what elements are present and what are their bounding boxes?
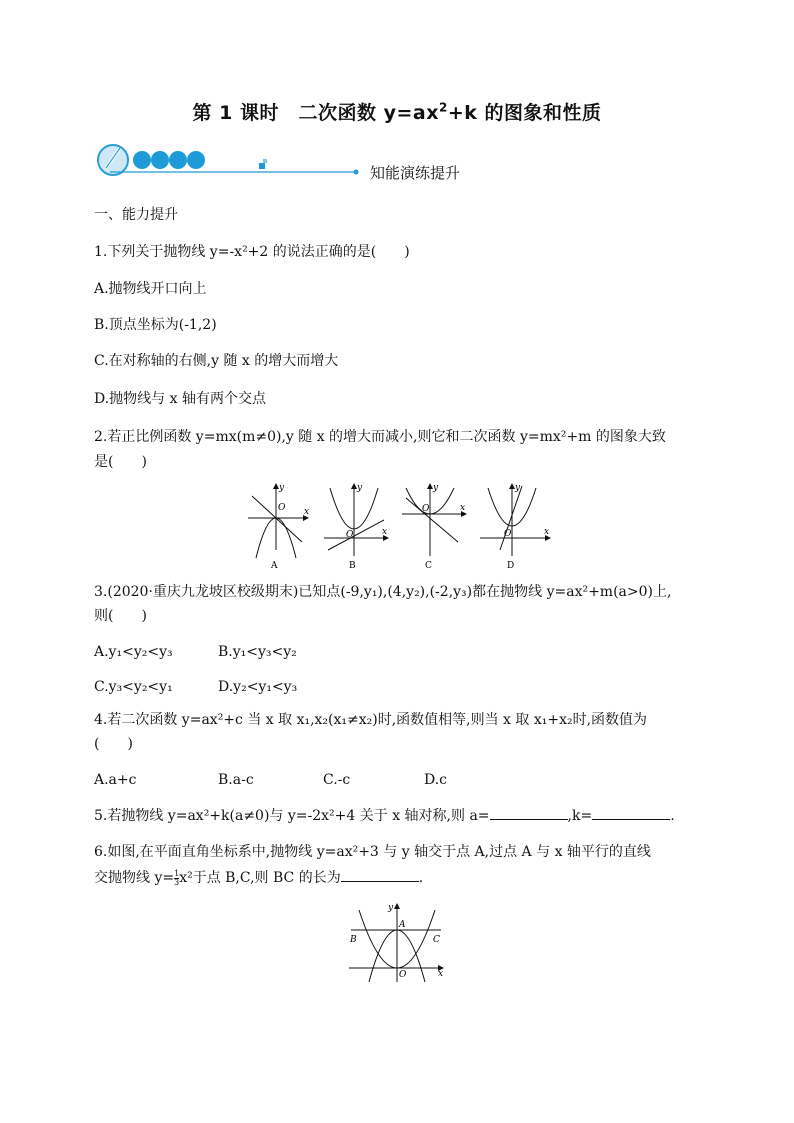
q1-option-c: C.在对称轴的右侧,y 随 x 的增大而增大 <box>94 353 339 369</box>
graph-a-origin-label: O <box>278 503 286 513</box>
graph-b-y-label: y <box>357 483 363 493</box>
q6-stem-part2: x²于点 B,C,则 BC 的长为 <box>179 870 341 886</box>
q4-option-c: C.-c <box>323 772 351 788</box>
q6-point-b-label: B <box>350 935 357 945</box>
q1-option-d: D.抛物线与 x 轴有两个交点 <box>94 391 266 407</box>
graph-a-label: A <box>271 561 278 571</box>
banner-label: 知能演练提升 <box>370 164 461 182</box>
graph-d-label: D <box>507 561 515 571</box>
q4-stem-line2: ( ) <box>94 736 133 752</box>
q3-option-b: B.y₁<y₃<y₂ <box>218 644 297 660</box>
q5-blank-a[interactable] <box>490 807 568 820</box>
graph-a-x-label: x <box>304 507 310 517</box>
q4-stem-line1: 4.若二次函数 y=ax²+c 当 x 取 x₁,x₂(x₁≠x₂)时,函数值相等,则当 x 取 x₁+x₂时,函数值为 <box>94 712 648 728</box>
q3-option-d: D.y₂<y₁<y₃ <box>218 679 298 695</box>
graph-d-y-label: y <box>515 483 521 493</box>
q4-option-d: D.c <box>424 772 448 788</box>
banner-dot <box>169 151 187 169</box>
q6-stem-line1: 6.如图,在平面直角坐标系中,抛物线 y=ax²+3 与 y 轴交于点 A,过点 A 与 x 轴平行的直线 <box>94 844 651 860</box>
graph-c-origin-label: O <box>422 504 430 514</box>
banner-dot <box>187 151 205 169</box>
q6-fraction-denominator: 3 <box>174 877 180 887</box>
q6-stem-end: . <box>418 870 424 886</box>
page-title <box>0 98 794 125</box>
q6-figure <box>345 900 450 985</box>
title-sup: 2 <box>438 100 448 115</box>
graph-c <box>402 483 466 571</box>
q6-stem-line2 <box>94 868 423 888</box>
q6-origin-label: O <box>399 970 407 980</box>
section-heading: 一、能力提升 <box>94 207 178 223</box>
graph-b-origin-label: O <box>346 530 354 540</box>
q2-stem-line2: 是( ) <box>94 454 147 470</box>
q2-stem-line1: 2.若正比例函数 y=mx(m≠0),y 随 x 的增大而减小,则它和二次函数 y=mx²+m 的图象大致 <box>94 429 666 445</box>
graph-d-origin-label: O <box>504 529 512 539</box>
q5-line <box>94 806 675 826</box>
graph-c-y-label: y <box>433 483 439 493</box>
q6-blank-bc[interactable] <box>341 869 419 882</box>
q5-mid: ,k= <box>567 808 593 824</box>
q5-blank-k[interactable] <box>592 807 670 820</box>
graph-a <box>248 483 309 571</box>
q1-option-b: B.顶点坐标为(-1,2) <box>94 317 217 333</box>
graph-a-y-label: y <box>279 483 285 493</box>
q4-option-b: B.a-c <box>218 772 254 788</box>
q3-option-c: C.y₃<y₂<y₁ <box>94 679 173 695</box>
q6-point-c-label: C <box>433 935 440 945</box>
q3-option-a: A.y₁<y₂<y₃ <box>94 644 173 660</box>
q5-stem: 5.若抛物线 y=ax²+k(a≠0)与 y=-2x²+4 关于 x 轴对称,则 a= <box>94 808 490 824</box>
graph-b-x-label: x <box>382 527 388 537</box>
q6-x-label: x <box>438 969 444 979</box>
title-prefix: 第 1 课时 二次函数 y=ax <box>192 102 439 124</box>
graph-c-label: C <box>425 561 432 571</box>
q6-stem-part1: 交抛物线 y= <box>94 870 175 886</box>
q1-stem: 1.下列关于抛物线 y=-x²+2 的说法正确的是( ) <box>94 244 410 260</box>
title-suffix: +k 的图象和性质 <box>447 102 602 124</box>
q4-option-a: A.a+c <box>94 772 137 788</box>
banner-dot <box>133 151 151 169</box>
graph-b <box>324 483 388 571</box>
q3-stem-line1: 3.(2020·重庆九龙坡区校级期末)已知点(-9,y₁),(4,y₂),(-2,y₃)都在抛物线 y=ax²+m(a>0)上, <box>94 584 672 600</box>
banner-dot <box>151 151 169 169</box>
graph-c-x-label: x <box>460 503 466 513</box>
graph-d-x-label: x <box>544 527 550 537</box>
graph-d <box>480 483 550 571</box>
q5-end: . <box>670 808 675 824</box>
q6-y-label: y <box>388 903 394 913</box>
graph-b-label: B <box>349 561 356 571</box>
q6-point-a-label: A <box>399 920 406 930</box>
q6-fraction-numerator: 1 <box>174 868 180 878</box>
q2-graphs <box>244 480 554 572</box>
q1-option-a: A.抛物线开口向上 <box>94 281 207 297</box>
q3-stem-line2: 则( ) <box>94 608 147 624</box>
